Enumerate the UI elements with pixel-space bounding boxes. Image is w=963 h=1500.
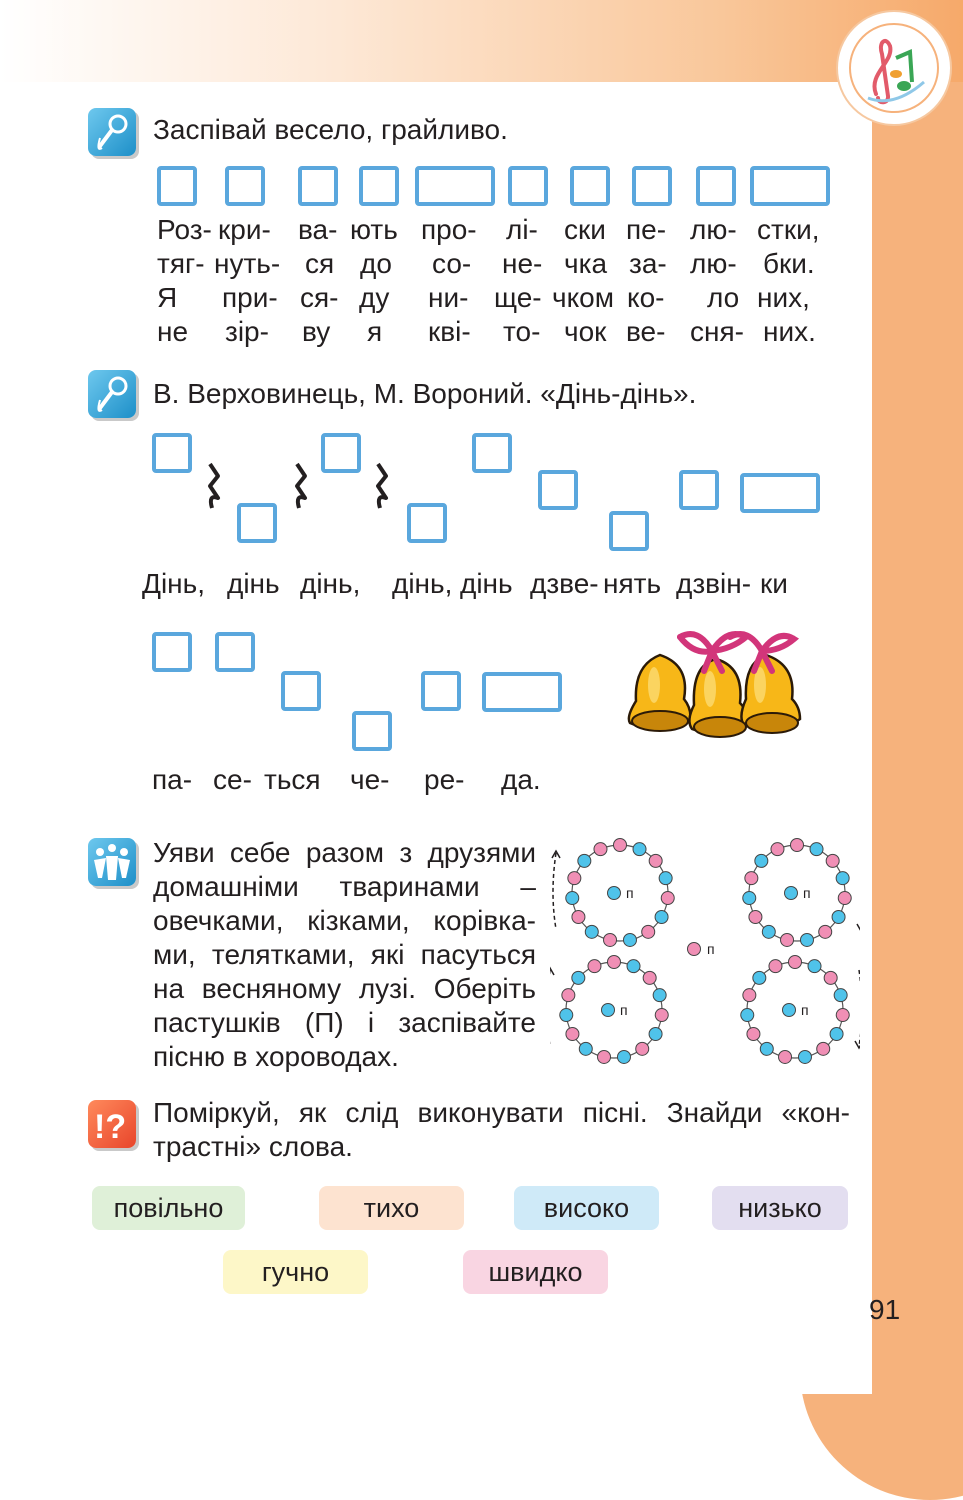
dancer-bead — [604, 933, 617, 946]
paragraph-line: пастушків (П) і заспівайте — [153, 1007, 536, 1038]
syllable: них, — [757, 282, 810, 313]
syllable: Дінь, — [142, 568, 206, 599]
paragraph-line: Поміркуй, як слід виконувати пісні. Знайди «кон- — [153, 1097, 850, 1128]
syllable: ще- — [494, 282, 542, 313]
quarter-note-box — [352, 711, 392, 751]
quarter-note-box — [157, 166, 197, 206]
dancer-bead — [800, 933, 813, 946]
dancer-bead — [762, 925, 775, 938]
shepherd-bead — [602, 1004, 615, 1017]
dancer-bead — [566, 892, 579, 905]
dancer-bead — [781, 933, 794, 946]
half-note-box — [750, 166, 830, 206]
dancer-bead — [830, 1028, 843, 1041]
dancer-bead — [836, 872, 849, 885]
syllable: стки, — [757, 214, 820, 245]
dancer-bead — [617, 1050, 630, 1063]
syllable: лю- — [690, 248, 737, 279]
syllable: до — [360, 248, 392, 279]
quarter-note-box — [281, 671, 321, 711]
syllable: не — [157, 316, 189, 347]
quarter-note-box — [570, 166, 610, 206]
dancer-bead — [655, 1009, 668, 1022]
dancer-bead — [824, 971, 837, 984]
quarter-rest-icon — [378, 464, 386, 508]
task1-title: Заспівай весело, грайливо. — [153, 114, 508, 145]
task3-paragraph — [153, 836, 536, 1074]
quarter-note-box — [609, 511, 649, 551]
syllable: про- — [421, 214, 477, 245]
shepherd-label: п — [707, 941, 715, 957]
dancer-bead — [659, 872, 672, 885]
syllable: чка — [564, 248, 608, 279]
paragraph-line: на весняному лузі. Оберіть — [153, 973, 536, 1004]
quarter-note-box — [225, 166, 265, 206]
top-band — [0, 0, 963, 82]
word-chip: гучно — [223, 1250, 368, 1294]
direction-arrow — [553, 853, 556, 929]
task4-paragraph — [153, 1096, 850, 1164]
page-number: 91 — [869, 1294, 901, 1325]
dancer-bead — [749, 911, 762, 924]
dancer-bead — [747, 1028, 760, 1041]
syllable: то- — [503, 316, 541, 347]
children-group-icon — [88, 838, 136, 886]
half-note-box — [415, 166, 495, 206]
shepherd-bead — [688, 943, 701, 956]
arrow-head — [550, 968, 554, 975]
paragraph-line: ми, телятками, які пасуться — [153, 939, 536, 970]
dancer-bead — [649, 1028, 662, 1041]
dancer-bead — [819, 925, 832, 938]
syllable: ся — [305, 248, 335, 279]
word-chip: високо — [514, 1186, 659, 1230]
syllable: лю- — [690, 214, 737, 245]
music-logo — [836, 10, 952, 126]
shepherd-bead — [608, 887, 621, 900]
paragraph-line: домашніми тваринами – — [153, 871, 536, 902]
dancer-bead — [779, 1050, 792, 1063]
syllable: дінь, — [392, 568, 453, 599]
dancer-bead — [568, 872, 581, 885]
syllable: ло — [707, 282, 740, 313]
dancer-bead — [578, 854, 591, 867]
syllable: Роз- — [157, 214, 212, 245]
syllable: ся- — [300, 282, 339, 313]
word-chip: швидко — [463, 1250, 608, 1294]
half-note-box — [482, 672, 562, 712]
syllable: чком — [552, 282, 614, 313]
dancer-bead — [655, 911, 668, 924]
syllable: тяг- — [157, 248, 205, 279]
round-dance-diagram — [550, 825, 860, 1075]
paragraph-line: овечками, кізками, корівка- — [153, 905, 536, 936]
dancer-bead — [585, 925, 598, 938]
dancer-bead — [741, 1009, 754, 1022]
syllable: дінь, — [300, 568, 361, 599]
syllable: них. — [763, 316, 816, 347]
shepherd-label: п — [620, 1002, 628, 1018]
dancer-bead — [834, 989, 847, 1002]
syllable: не- — [502, 248, 543, 279]
dancer-bead — [771, 843, 784, 856]
syllable: при- — [222, 282, 278, 313]
dancer-bead — [755, 854, 768, 867]
syllable: па- — [152, 764, 193, 795]
syllable: ву — [302, 316, 331, 347]
task2-title: В. Верховинець, М. Вороний. «Дінь-дінь». — [153, 378, 697, 409]
quarter-note-box — [472, 433, 512, 473]
syllable: ки — [760, 568, 788, 599]
dancer-bead — [653, 989, 666, 1002]
dancer-bead — [810, 843, 823, 856]
syllable: чок — [564, 316, 607, 347]
bells-illustration — [620, 625, 815, 750]
dancer-bead — [642, 925, 655, 938]
sing-task-icon — [88, 108, 136, 156]
quarter-note-box — [215, 632, 255, 672]
dancer-bead — [753, 971, 766, 984]
quarter-note-box — [508, 166, 548, 206]
dancer-bead — [817, 1042, 830, 1055]
microphone-icon — [88, 108, 136, 156]
paragraph-line: пісню в хороводах. — [153, 1041, 399, 1072]
dancer-bead — [572, 971, 585, 984]
dancer-bead — [760, 1042, 773, 1055]
dancer-bead — [826, 854, 839, 867]
dancer-bead — [791, 839, 804, 852]
quarter-note-box — [538, 470, 578, 510]
right-band — [872, 82, 963, 1394]
syllable: дінь — [460, 568, 513, 599]
exclamation-question-icon — [88, 1100, 136, 1148]
syllable: ва- — [298, 214, 338, 245]
dancer-bead — [789, 956, 802, 969]
quarter-rest-icons — [200, 462, 400, 518]
dancer-bead — [832, 911, 845, 924]
syllable: кри- — [218, 214, 271, 245]
syllable: ду — [359, 282, 390, 313]
quarter-rest-icon — [297, 464, 305, 508]
syllable: ве- — [626, 316, 666, 347]
half-note-box — [740, 473, 820, 513]
syllable: нять — [603, 568, 662, 599]
dancer-bead — [614, 839, 627, 852]
dancer-bead — [743, 989, 756, 1002]
quarter-note-box — [359, 166, 399, 206]
direction-arrow — [859, 970, 860, 1046]
syllable: че- — [350, 764, 390, 795]
dancer-bead — [588, 960, 601, 973]
syllable: я — [367, 316, 383, 347]
quarter-note-box — [696, 166, 736, 206]
syllable: дзве- — [530, 568, 599, 599]
shepherd-bead — [783, 1004, 796, 1017]
dancer-bead — [798, 1050, 811, 1063]
syllable: Я — [157, 282, 178, 313]
dancer-bead — [636, 1042, 649, 1055]
svg-text:!?: !? — [94, 1108, 127, 1146]
syllable: лі- — [506, 214, 538, 245]
syllable: ться — [264, 764, 321, 795]
microphone-icon — [88, 370, 136, 418]
shepherd-label: п — [803, 885, 811, 901]
dancer-bead — [627, 960, 640, 973]
quarter-note-box — [407, 503, 447, 543]
dancer-bead — [562, 989, 575, 1002]
word-chip: повільно — [92, 1186, 245, 1230]
paragraph-line: Уяви себе разом з друзями — [153, 837, 536, 868]
syllable: зір- — [225, 316, 269, 347]
syllable: да. — [501, 764, 541, 795]
syllable: дзвін- — [676, 568, 752, 599]
shepherd-bead — [785, 887, 798, 900]
quarter-rest-icon — [210, 464, 218, 508]
dancer-bead — [838, 892, 851, 905]
syllable: дінь — [227, 568, 280, 599]
dancer-bead — [769, 960, 782, 973]
quarter-note-box — [679, 470, 719, 510]
think-task-icon — [88, 1100, 136, 1148]
syllable: ски — [564, 214, 606, 245]
quarter-note-box — [421, 671, 461, 711]
syllable: за- — [629, 248, 667, 279]
dancer-bead — [623, 933, 636, 946]
syllable: ють — [350, 214, 398, 245]
dancer-bead — [566, 1028, 579, 1041]
dancer-bead — [836, 1009, 849, 1022]
dancer-bead — [649, 854, 662, 867]
dancer-bead — [808, 960, 821, 973]
dancer-bead — [560, 1009, 573, 1022]
dancer-bead — [743, 892, 756, 905]
paragraph-line: трастні» слова. — [153, 1131, 353, 1162]
dancer-bead — [594, 843, 607, 856]
syllable: кві- — [428, 316, 471, 347]
dancer-bead — [579, 1042, 592, 1055]
syllable: се- — [213, 764, 252, 795]
word-chip: тихо — [319, 1186, 464, 1230]
dancer-bead — [643, 971, 656, 984]
dancer-bead — [633, 843, 646, 856]
syllable: сня- — [690, 316, 744, 347]
dancer-bead — [598, 1050, 611, 1063]
syllable: нуть- — [214, 248, 281, 279]
dancer-bead — [608, 956, 621, 969]
quarter-note-box — [632, 166, 672, 206]
dancer-bead — [745, 872, 758, 885]
sing-task-icon — [88, 370, 136, 418]
quarter-note-box — [152, 433, 192, 473]
syllable: пе- — [626, 214, 667, 245]
shepherd-label: п — [801, 1002, 809, 1018]
quarter-note-box — [152, 632, 192, 672]
syllable: ре- — [424, 764, 465, 795]
syllable: ко- — [627, 282, 665, 313]
dancer-bead — [572, 911, 585, 924]
treble-clef-icon — [838, 12, 950, 124]
group-task-icon — [88, 838, 136, 886]
syllable: ни- — [428, 282, 469, 313]
quarter-note-box — [298, 166, 338, 206]
syllable: бки. — [763, 248, 815, 279]
syllable: со- — [432, 248, 472, 279]
shepherd-label: п — [626, 885, 634, 901]
word-chip: низько — [712, 1186, 848, 1230]
dancer-bead — [661, 892, 674, 905]
arrow-head — [857, 924, 860, 931]
